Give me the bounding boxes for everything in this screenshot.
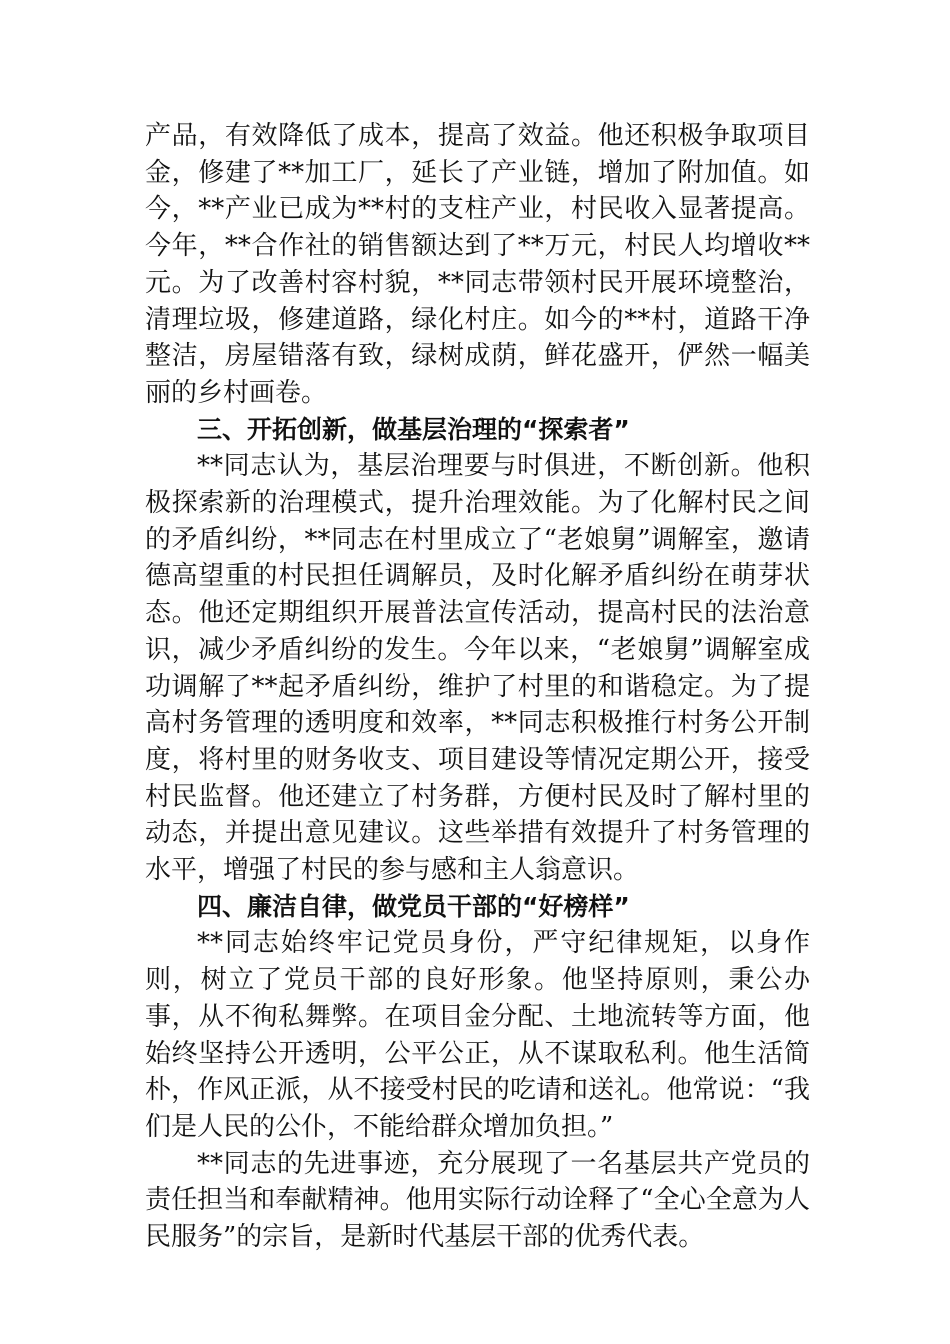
section-heading: 四、廉洁自律，做党员干部的“好榜样” [197,891,630,921]
body-paragraph: 产品，有效降低了成本，提高了效益。他还积极争取项目金，修建了**加工厂，延长了产业链，增加了附加值。如今，**产业已成为**村的支柱产业，村民收入显著提高。今年，**合作社的销售额达到了**万元，村民人均增收**元。为了改善村容村貌，**同志带领村民开展环境整治，清理垃圾，修建道路，绿化村庄。如今的**村，道路干净整洁，房屋错落有致，绿树成荫，鲜花盛开，俨然一幅美丽的乡村画卷。 [145,121,810,408]
body-paragraph: **同志认为，基层治理要与时俱进，不断创新。他积极探索新的治理模式，提升治理效能。为了化解村民之间的矛盾纠纷，**同志在村里成立了“老娘舅”调解室，邀请德高望重的村民担任调解员，及时化解矛盾纠纷在萌芽状态。他还定期组织开展普法宣传活动，提高村民的法治意识，减少矛盾纠纷的发生。今年以来，“老娘舅”调解室成功调解了**起矛盾纠纷，维护了村里的和谐稳定。为了提高村务管理的透明度和效率，**同志积极推行村务公开制度，将村里的财务收支、项目建设等情况定期公开，接受村民监督。他还建立了村务群，方便村民及时了解村里的动态，并提出意见建议。这些举措有效提升了村务管理的水平，增强了村民的参与感和主人翁意识。 [145,451,810,886]
section-heading: 三、开拓创新，做基层治理的“探索者” [197,414,630,444]
document-page [145,118,810,1256]
body-paragraph: **同志始终牢记党员身份，严守纪律规矩，以身作则，树立了党员干部的良好形象。他坚持原则，秉公办事，从不徇私舞弊。在项目金分配、土地流转等方面，他始终坚持公开透明，公平公正，从不谋取私利。他生活简朴，作风正派，从不接受村民的吃请和送礼。他常说：“我们是人民的公仆，不能给群众增加负担。” [145,928,810,1142]
body-paragraph: **同志的先进事迹，充分展现了一名基层共产党员的责任担当和奉献精神。他用实际行动诠释了“全心全意为人民服务”的宗旨，是新时代基层干部的优秀代表。 [145,1148,810,1253]
